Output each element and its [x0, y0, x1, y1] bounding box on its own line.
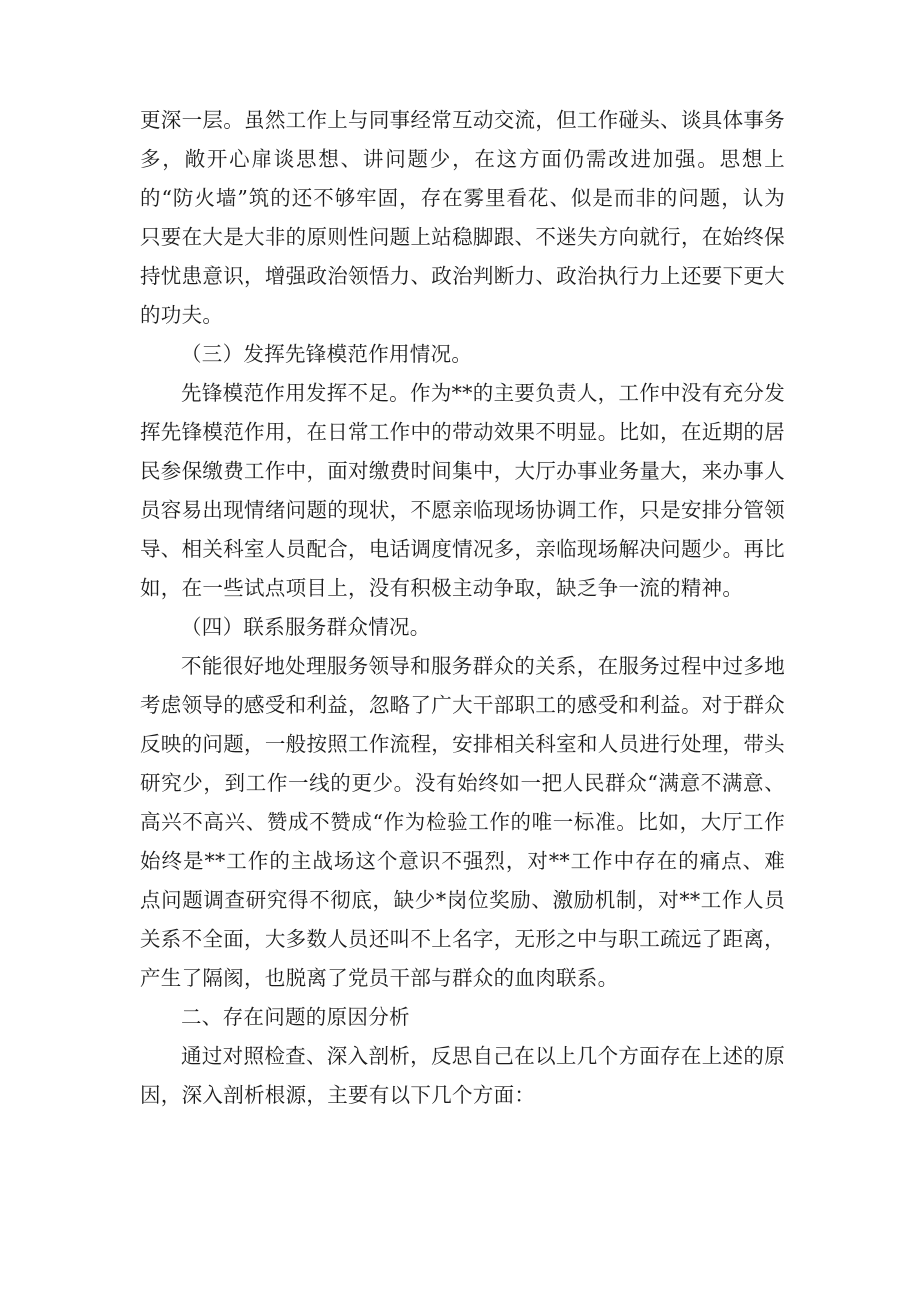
document-body	[140, 101, 785, 1115]
paragraph-serving-masses: 不能很好地处理服务领导和服务群众的关系，在服务过程中过多地考虑领导的感受和利益，忽略了广大干部职工的感受和利益。对于群众反映的问题，一般按照工作流程，安排相关科室和人员进行处理，带头研究少，到工作一线的更少。没有始终如一把人民群众“满意不满意、高兴不高兴、赞成不赞成“作为检验工作的唯一标准。比如，大厅工作始终是**工作的主战场这个意识不强烈，对**工作中存在的痛点、难点问题调查研究得不彻底，缺少*岗位奖励、激励机制，对**工作人员关系不全面，大多数人员还叫不上名字，无形之中与职工疏远了距离，产生了隔阂，也脱离了党员干部与群众的血肉联系。	[140, 654, 785, 990]
section-heading-4: （四）联系服务群众情况。	[181, 615, 431, 639]
paragraph-cause-intro: 通过对照检查、深入剖析，反思自己在以上几个方面存在上述的原因，深入剖析根源，主要有以下几个方面：	[140, 1044, 785, 1107]
section-heading-cause-analysis: 二、存在问题的原因分析	[181, 1005, 410, 1029]
paragraph-vanguard-role: 先锋模范作用发挥不足。作为**的主要负责人，工作中没有充分发挥先锋模范作用，在日常工作中的带动效果不明显。比如，在近期的居民参保缴费工作中，面对缴费时间集中，大厅办事业务量大，来办事人员容易出现情绪问题的现状，不愿亲临现场协调工作，只是安排分管领导、相关科室人员配合，电话调度情况多，亲临现场解决问题少。再比如，在一些试点项目上，没有积极主动争取，缺乏争一流的精神。	[140, 381, 785, 600]
section-heading-3: （三）发挥先锋模范作用情况。	[181, 342, 473, 366]
paragraph-continued: 更深一层。虽然工作上与同事经常互动交流，但工作碰头、谈具体事务多，敞开心扉谈思想、讲问题少，在这方面仍需改进加强。思想上的“防火墙”筑的还不够牢固，存在雾里看花、似是而非的问题，认为只要在大是大非的原则性问题上站稳脚跟、不迷失方向就行，在始终保持忧患意识，增强政治领悟力、政治判断力、政治执行力上还要下更大的功夫。	[140, 108, 785, 327]
